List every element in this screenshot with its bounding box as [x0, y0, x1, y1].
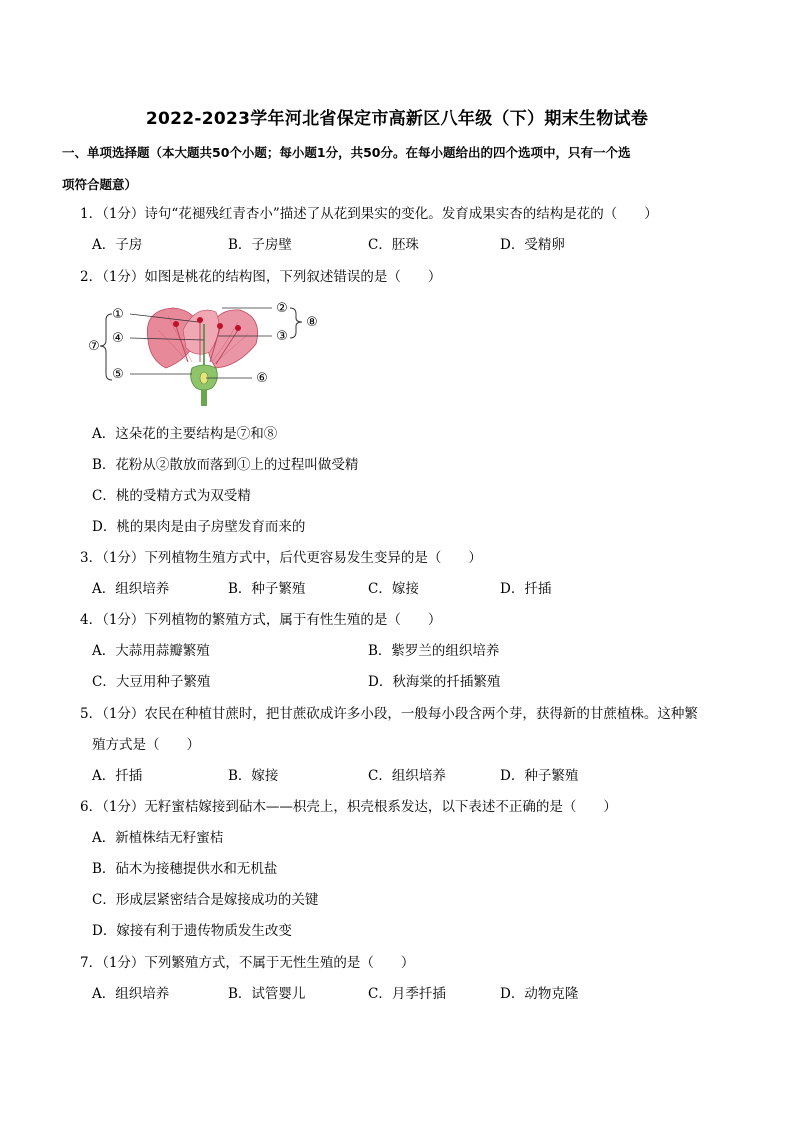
question-3-option-a[interactable]: A．组织培养 — [92, 581, 170, 597]
question-1-option-b[interactable]: B．子房壁 — [228, 237, 292, 253]
question-5-option-c[interactable]: C．组织培养 — [368, 768, 446, 784]
label-5: ⑤ — [112, 367, 124, 382]
label-1: ① — [112, 307, 124, 322]
question-4-stem: 4．（1分）下列植物的繁殖方式，属于有性生殖的是（ ） — [80, 612, 442, 628]
question-7-option-d[interactable]: D．动物克隆 — [500, 986, 579, 1002]
anther — [173, 321, 179, 327]
bracket-8 — [290, 308, 302, 338]
flower-stem — [201, 390, 207, 406]
question-2-option-b[interactable]: B．花粉从②散放而落到①上的过程叫做受精 — [92, 457, 359, 473]
page-title: 2022-2023学年河北省保定市高新区八年级（下）期末生物试卷 — [145, 109, 649, 129]
anther — [217, 323, 223, 329]
question-1-option-a[interactable]: A．子房 — [92, 237, 143, 253]
question-5-stem-cont: 殖方式是（ ） — [92, 737, 200, 753]
question-6-option-c[interactable]: C．形成层紧密结合是嫁接成功的关键 — [92, 892, 319, 908]
question-3-option-b[interactable]: B．种子繁殖 — [228, 581, 306, 597]
question-1-option-d[interactable]: D．受精卵 — [500, 237, 565, 253]
question-3-option-d[interactable]: D．扦插 — [500, 581, 552, 597]
question-5-option-b[interactable]: B．嫁接 — [228, 768, 279, 784]
question-6-option-a[interactable]: A．新植株结无籽蜜桔 — [92, 830, 224, 846]
question-6-option-b[interactable]: B．砧木为接穗提供水和无机盐 — [92, 861, 278, 877]
section-header-line-1: 一、单项选择题（本大题共50个小题；每小题1分，共50分。在每小题给出的四个选项中，只有一个选 — [62, 145, 631, 160]
question-6-stem: 6．（1分）无籽蜜桔嫁接到砧木——枳壳上，枳壳根系发达，以下表述不正确的是（ ） — [80, 799, 617, 815]
question-2-option-a[interactable]: A．这朵花的主要结构是⑦和⑧ — [92, 426, 278, 442]
question-4-option-d[interactable]: D．秋海棠的扦插繁殖 — [368, 674, 501, 690]
question-5-option-d[interactable]: D．种子繁殖 — [500, 768, 579, 784]
label-6: ⑥ — [256, 371, 268, 386]
label-3: ③ — [276, 329, 288, 344]
question-7-option-b[interactable]: B．试管婴儿 — [228, 986, 306, 1002]
label-8: ⑧ — [306, 315, 318, 330]
question-4-option-b[interactable]: B．紫罗兰的组织培养 — [368, 643, 500, 659]
label-2: ② — [276, 301, 288, 316]
question-7-option-c[interactable]: C．月季扦插 — [368, 986, 446, 1002]
label-4: ④ — [112, 331, 124, 346]
label-7: ⑦ — [88, 339, 100, 354]
question-2-option-c[interactable]: C．桃的受精方式为双受精 — [92, 488, 251, 504]
question-4-option-c[interactable]: C．大豆用种子繁殖 — [92, 674, 211, 690]
question-7-stem: 7．（1分）下列繁殖方式，不属于无性生殖的是（ ） — [80, 955, 415, 971]
question-2-stem: 2．（1分）如图是桃花的结构图，下列叙述错误的是（ ） — [80, 269, 442, 285]
question-5-stem: 5．（1分）农民在种植甘蔗时，把甘蔗砍成许多小段，一般每小段含两个芽，获得新的甘蔗植株。这种繁 — [80, 706, 698, 722]
question-4-option-a[interactable]: A．大蒜用蒜瓣繁殖 — [92, 643, 210, 659]
question-1-option-c[interactable]: C．胚珠 — [368, 237, 419, 253]
question-3-option-c[interactable]: C．嫁接 — [368, 581, 419, 597]
anther — [235, 325, 241, 331]
question-6-option-d[interactable]: D．嫁接有利于遗传物质发生改变 — [92, 923, 292, 939]
question-2-option-d[interactable]: D．桃的果肉是由子房壁发育而来的 — [92, 519, 306, 535]
peach-flower-diagram — [88, 300, 328, 408]
question-3-stem: 3．（1分）下列植物生殖方式中，后代更容易发生变异的是（ ） — [80, 550, 482, 566]
bracket-7 — [100, 314, 112, 380]
question-1-stem: 1．（1分）诗句“花褪残红青杏小”描述了从花到果实的变化。发育成果实杏的结构是花的（ ） — [80, 206, 658, 222]
question-7-option-a[interactable]: A．组织培养 — [92, 986, 170, 1002]
section-header-line-2: 项符合题意） — [62, 177, 138, 192]
question-5-option-a[interactable]: A．扦插 — [92, 768, 143, 784]
